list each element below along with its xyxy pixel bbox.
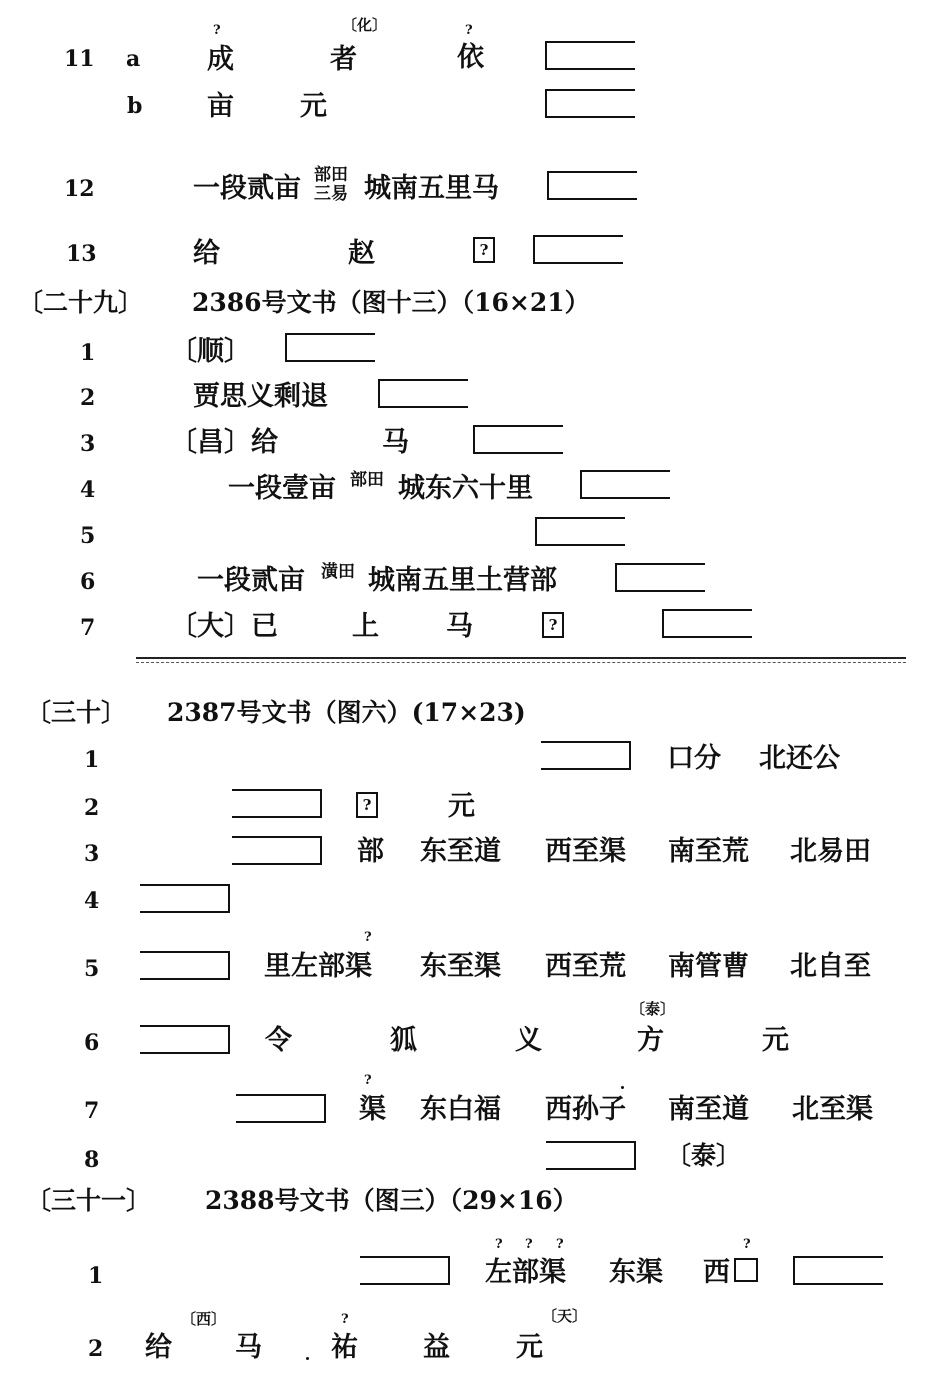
line-text: 城南五里马 [364, 173, 499, 204]
line-text: 城东六十里 [398, 473, 533, 504]
correction-note: 〔天〕 [542, 1307, 588, 1325]
uncertain-mark: ? [556, 1237, 564, 1252]
correction-note: 〔化〕 [342, 16, 388, 34]
char: 元 [762, 1025, 789, 1056]
char: 义 [515, 1025, 542, 1056]
boundary-north: 北至渠 [792, 1094, 873, 1125]
boundary-south: 南至荒 [668, 836, 749, 867]
line-number: 4 [80, 477, 96, 503]
section-title: 2388号文书（图三）（29×16） [205, 1186, 578, 1215]
ink-speck [621, 1086, 624, 1089]
char: 者 [330, 44, 357, 75]
uncertain-mark: ? [495, 1237, 503, 1252]
char: 元 [448, 791, 475, 822]
char: 赵 [348, 238, 375, 269]
uncertain-mark: ? [465, 23, 473, 38]
field-note: 部田 [350, 470, 384, 490]
boundary-west: 西孙子 [545, 1094, 626, 1125]
lacuna-bracket [546, 1141, 636, 1170]
line-number: 6 [84, 1030, 100, 1056]
line-text: 北还公 [759, 743, 840, 774]
uncertain-mark: ? [364, 1073, 372, 1088]
char: 令 [265, 1025, 292, 1056]
char: 狐 [390, 1025, 417, 1056]
section-title: 2386号文书（图十三）（16×21） [192, 288, 590, 317]
line-text: 〔泰〕 [666, 1141, 742, 1170]
boundary-north: 北自至 [790, 951, 871, 982]
line-number: 2 [80, 385, 96, 411]
line-text: 〔顺〕 [170, 336, 251, 367]
boundary-east: 东渠 [609, 1257, 663, 1288]
line-text: 一段贰亩 [193, 173, 301, 204]
correction-note: 〔西〕 [181, 1310, 227, 1328]
line-text: 贾思义剩退 [193, 381, 328, 412]
boundary-east: 东至渠 [420, 951, 501, 982]
ink-speck [306, 1357, 309, 1360]
line-number: 7 [84, 1098, 100, 1124]
boundary-east: 东至道 [420, 836, 501, 867]
lacuna-bracket [545, 41, 635, 70]
line-number: 2 [88, 1336, 104, 1362]
correction-note: 〔泰〕 [630, 1000, 676, 1018]
boundary-north: 北易田 [790, 836, 871, 867]
line-text: 里左部渠 [264, 951, 372, 982]
line-number: 5 [80, 523, 96, 549]
line-text: 一段贰亩 [197, 565, 305, 596]
char: 给 [145, 1332, 172, 1363]
line-text: 〔昌〕给 [170, 427, 278, 458]
line-number: 2 [84, 795, 100, 821]
line-number: 1 [80, 340, 96, 366]
char: 马 [446, 611, 473, 642]
line-text: 口分 [667, 743, 721, 774]
line-number: 1 [88, 1263, 104, 1289]
line-number: 6 [80, 569, 96, 595]
boundary-west: 西 [703, 1257, 730, 1288]
lacuna-bracket [232, 789, 322, 818]
char: 方 [637, 1025, 664, 1056]
lacuna-bracket [535, 517, 625, 546]
line-label-a: a [126, 46, 141, 72]
lacuna-bracket [615, 563, 705, 592]
lacuna-bracket [580, 470, 670, 499]
section-heading: 〔三十一〕 [26, 1186, 152, 1215]
line-text: 城南五里土营部 [368, 565, 557, 596]
char: 成 [207, 44, 234, 75]
char: 祐 [331, 1332, 358, 1363]
field-note: 潢田 [321, 562, 355, 582]
line-number: 12 [64, 176, 95, 202]
lacuna-bracket [378, 379, 468, 408]
char: 益 [423, 1332, 450, 1363]
uncertain-char-box: ? [473, 237, 495, 263]
lacuna-bracket [545, 89, 635, 118]
lacuna-bracket [140, 884, 230, 913]
char: 依 [457, 42, 484, 73]
boundary-south: 南管曹 [668, 951, 749, 982]
uncertain-mark: ? [743, 1237, 751, 1252]
uncertain-mark: ? [525, 1237, 533, 1252]
char: 马 [235, 1332, 262, 1363]
lacuna-bracket [360, 1256, 450, 1285]
uncertain-char-box: ? [356, 792, 378, 818]
char: 马 [382, 427, 409, 458]
line-text: 左部渠 [485, 1257, 566, 1288]
char: 亩 [207, 91, 234, 122]
section-title: 2387号文书（图六）(17×23) [167, 698, 526, 727]
line-number: 5 [84, 956, 100, 982]
char: 元 [516, 1332, 543, 1363]
lacuna-bracket [533, 235, 623, 264]
char: 元 [300, 91, 327, 122]
line-number: 3 [84, 841, 100, 867]
boundary-west: 西至渠 [545, 836, 626, 867]
lacuna-bracket [285, 333, 375, 362]
section-heading: 〔三十〕 [26, 698, 127, 727]
boundary-south: 南至道 [668, 1094, 749, 1125]
line-number: 1 [84, 747, 100, 773]
boundary-east: 东白福 [420, 1094, 501, 1125]
field-note-bottom: 三易 [314, 184, 348, 204]
lacuna-bracket [236, 1094, 326, 1123]
lacuna-bracket [547, 171, 637, 200]
uncertain-mark: ? [213, 23, 221, 38]
lacuna-bracket [541, 741, 631, 770]
lacuna-bracket [140, 951, 230, 980]
char: 部 [357, 836, 384, 867]
divider-rule [136, 657, 906, 659]
uncertain-mark: ? [364, 930, 372, 945]
uncertain-char-box: ? [542, 612, 564, 638]
line-label-b: b [127, 93, 143, 119]
divider-rule-dashed [136, 662, 906, 663]
lacuna-bracket [662, 609, 752, 638]
lacuna-bracket [232, 836, 322, 865]
line-text: 〔大〕已 [170, 611, 278, 642]
char: 给 [193, 238, 220, 269]
line-number: 11 [64, 46, 95, 72]
boundary-west: 西至荒 [545, 951, 626, 982]
field-note-top: 部田 [314, 165, 348, 185]
missing-char-box [734, 1258, 758, 1282]
line-number: 4 [84, 888, 100, 914]
line-number: 8 [84, 1147, 100, 1173]
uncertain-mark: ? [341, 1312, 349, 1327]
char: 渠 [359, 1094, 386, 1125]
line-number: 7 [80, 615, 96, 641]
lacuna-bracket [793, 1256, 883, 1285]
char: 上 [352, 611, 379, 642]
line-text: 一段壹亩 [228, 473, 336, 504]
lacuna-bracket [140, 1025, 230, 1054]
line-number: 3 [80, 431, 96, 457]
lacuna-bracket [473, 425, 563, 454]
section-heading: 〔二十九〕 [18, 288, 144, 317]
line-number: 13 [66, 241, 97, 267]
